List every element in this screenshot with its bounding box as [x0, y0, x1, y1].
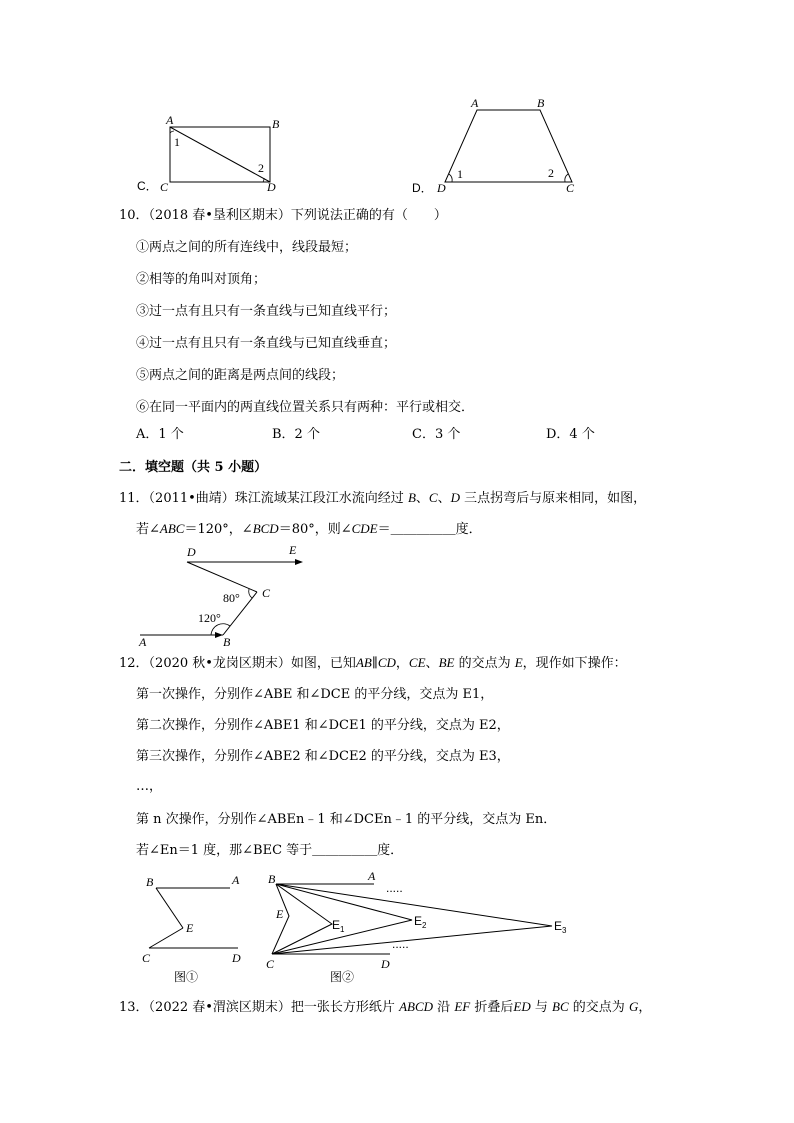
arrow-e-icon [295, 559, 303, 565]
vertex-b-label: B [272, 117, 280, 131]
q10-item-3: ③过一点有且只有一条直线与已知直线平行； [136, 304, 397, 319]
arrow-b-icon [215, 632, 223, 638]
vertex-c-label: C [566, 181, 575, 195]
angle-120-label: 120° [198, 611, 221, 625]
q10-stem: 10．（2018 春•垦利区期末）下列说法正确的有（ ） [119, 208, 447, 223]
vertex-a-label: A [166, 113, 174, 127]
top-dots: ..... [386, 881, 403, 895]
q11-line-2: 若∠ABC＝120°，∠BCD＝80°，则∠CDE＝＿＿＿＿＿度． [136, 521, 482, 537]
point-d-label: D [381, 957, 390, 971]
angle-bcd-arc [249, 589, 252, 598]
q12-operation-2: 第二次操作，分别作∠ABE1 和∠DCE1 的平分线，交点为 E2， [136, 718, 510, 733]
q12-operation-n: 第 n 次操作，分别作∠ABEn﹣1 和∠DCEn﹣1 的平分线，交点为 En． [136, 812, 557, 827]
figure-option-d [410, 95, 610, 205]
q12-operation-1: 第一次操作，分别作∠ABE 和∠DCE 的平分线，交点为 E1， [136, 687, 494, 702]
point-e3-label: $E_3$ [554, 919, 567, 935]
q13-line-1: 13．（2022 春•渭滨区期末）把一张长方形纸片 ABCD 沿 EF 折叠后ED 与 BC 的交点为 G， [119, 999, 652, 1015]
point-b-label: B [223, 635, 231, 649]
vertex-b-label: B [537, 96, 545, 110]
angle-1-arc [449, 174, 452, 182]
q12-operation-3: 第三次操作，分别作∠ABE2 和∠DCE2 的平分线，交点为 E3， [136, 749, 510, 764]
point-e-label: E [276, 907, 284, 921]
q12-line-1: 12．（2020 秋•龙岗区期末）如图，已知AB∥CD，CE、BE 的交点为 E，现作如下操作： [119, 655, 627, 671]
q11-line-1: 11．（2011•曲靖）珠江流域某江段江水流向经过 B、C、D 三点拐弯后与原来相同，如图， [119, 490, 647, 506]
vertex-a-label: A [471, 96, 479, 110]
q10-option-b: B．2 个 [272, 427, 320, 442]
vertex-d-label: D [267, 180, 276, 194]
q10-item-4: ④过一点有且只有一条直线与已知直线垂直； [136, 336, 397, 351]
segment-be [156, 888, 183, 928]
q12-ellipsis: …， [136, 779, 163, 794]
angle-2-label: 2 [258, 161, 264, 175]
point-c-label: C [142, 951, 151, 965]
point-b-label: B [146, 875, 154, 889]
point-d-label: D [187, 545, 196, 559]
point-a-label: A [368, 869, 376, 883]
point-e1-label: $E_1$ [332, 918, 345, 934]
point-e-label: E [186, 921, 194, 935]
figure-1-caption: 图① [174, 970, 199, 984]
q12-figure-2 [262, 868, 592, 988]
point-e-label: E [289, 543, 297, 557]
q10-option-d: D．4 个 [546, 427, 595, 442]
point-d-label: D [232, 951, 241, 965]
point-e2-label: $E_2$ [414, 914, 427, 930]
section-heading: 二．填空题（共 5 小题） [119, 460, 268, 475]
figure-2-caption: 图② [330, 970, 355, 984]
q10-item-5: ⑤两点之间的距离是两点间的线段； [136, 368, 345, 383]
option-c-label: C． [137, 179, 158, 193]
vertex-d-label: D [437, 181, 446, 195]
vertex-c-label: C [160, 180, 169, 194]
q12-condition: 若∠En＝1 度，那∠BEC 等于＿＿＿＿＿度． [136, 843, 404, 858]
q11-figure [135, 540, 335, 650]
angle-1-label: 1 [174, 135, 180, 149]
q10-item-2: ②相等的角叫对顶角； [136, 272, 267, 287]
diagonal-ad [170, 127, 270, 182]
q10-option-a: A．1 个 [136, 427, 184, 442]
point-a-label: A [232, 873, 240, 887]
angle-80-label: 80° [223, 591, 240, 605]
point-a-label: A [139, 635, 147, 649]
q10-option-c: C．3 个 [412, 427, 461, 442]
segment-ec [149, 928, 183, 948]
angle-1-arc [170, 131, 174, 133]
option-d-label: D． [412, 181, 433, 195]
point-c-label: C [262, 586, 271, 600]
bottom-dots: ..... [392, 937, 409, 951]
angle-2-label: 2 [548, 166, 554, 180]
angle-1-label: 1 [457, 167, 463, 181]
figure-option-c [130, 100, 430, 210]
point-c-label: C [266, 957, 275, 971]
point-b-label: B [268, 872, 276, 886]
segment-dc [187, 562, 257, 592]
q10-item-6: ⑥在同一平面内的两直线位置关系只有两种：平行或相交． [136, 400, 475, 415]
q12-figure-1 [140, 870, 270, 990]
q10-item-1: ①两点之间的所有连线中，线段最短； [136, 240, 358, 255]
